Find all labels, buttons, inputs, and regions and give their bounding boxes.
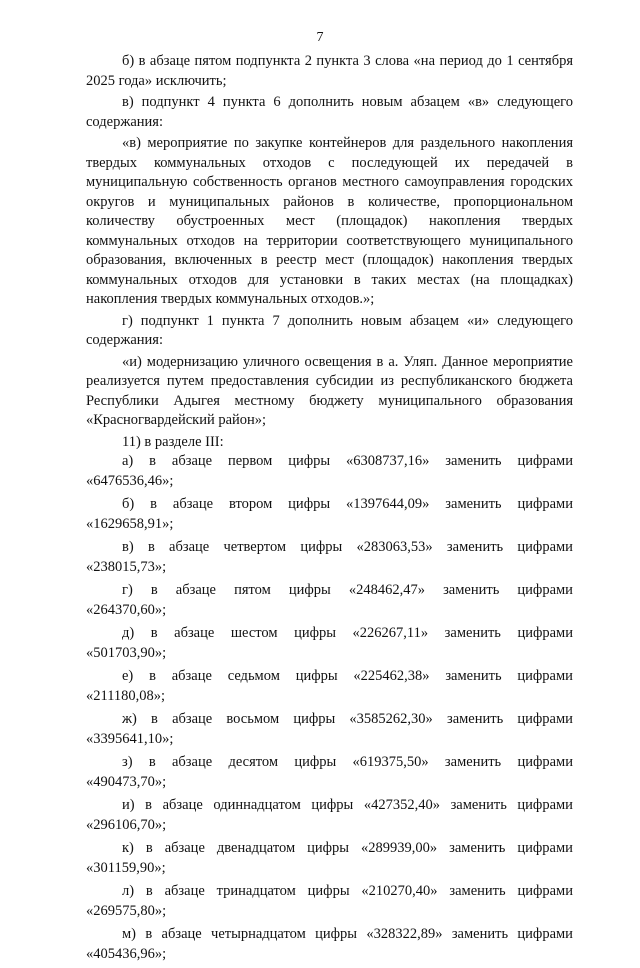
amendment-new-value: «490473,70»;	[86, 773, 167, 790]
amendment-word: цифры	[288, 496, 331, 512]
amendment-word: з)	[122, 754, 133, 770]
amendment-word: цифры	[295, 668, 338, 684]
amendment-word: абзаце	[164, 883, 205, 899]
amendment-word: заменить	[445, 496, 502, 512]
amendment-word: заменить	[450, 797, 507, 813]
amendment-word: «6308737,16»	[346, 453, 430, 469]
amendment-line	[86, 925, 573, 945]
amendment-item	[86, 624, 573, 663]
amendment-word: цифры	[293, 711, 336, 727]
amendment-word: цифрами	[517, 926, 573, 942]
amendment-line	[86, 753, 573, 773]
amendment-word: седьмом	[227, 668, 280, 684]
amendment-word: цифры	[288, 582, 331, 598]
amendment-word: шестом	[230, 625, 278, 641]
amendment-word: «3585262,30»	[349, 711, 433, 727]
section-heading: 11) в разделе III:	[122, 433, 224, 450]
amendment-word: цифры	[294, 625, 337, 641]
amendment-word: заменить	[445, 668, 502, 684]
amendment-word: «248462,47»	[348, 582, 425, 598]
amendment-line	[86, 667, 573, 687]
amendment-new-value: «501703,90»;	[86, 644, 167, 661]
amendment-word: «427352,40»	[363, 797, 440, 813]
amendment-word: цифрами	[517, 668, 573, 684]
amendment-word: заменить	[449, 883, 506, 899]
amendment-word: в)	[122, 539, 134, 555]
amendment-item	[86, 796, 573, 835]
amendment-word: цифрами	[517, 453, 573, 469]
amendment-item	[86, 710, 573, 749]
amendment-word: абзаце	[172, 711, 213, 727]
amendment-item	[86, 538, 573, 577]
paragraph: в) подпункт 4 пункта 6 дополнить новым абзацем «в» следующего содержания:	[86, 94, 573, 130]
amendment-word: первом	[227, 453, 273, 469]
amendment-word: цифры	[307, 840, 350, 856]
amendment-new-value: «405436,96»;	[86, 945, 167, 962]
amendment-new-value: «3395641,10»;	[86, 730, 174, 747]
amendment-word: в	[145, 926, 153, 942]
amendment-word: д)	[122, 625, 135, 641]
amendment-word: заменить	[444, 625, 501, 641]
amendment-word: м)	[122, 926, 137, 942]
amendment-word: цифрами	[517, 754, 573, 770]
amendment-list	[86, 452, 573, 964]
amendment-word: а)	[122, 453, 134, 469]
amendment-word: абзаце	[162, 797, 203, 813]
amendment-word: двенадцатом	[216, 840, 296, 856]
amendment-word: «226267,11»	[352, 625, 429, 641]
amendment-word: «225462,38»	[353, 668, 430, 684]
amendment-word: цифрами	[517, 840, 573, 856]
amendment-word: заменить	[446, 711, 504, 727]
amendment-word: одиннадцатом	[213, 797, 301, 813]
amendment-word: цифры	[288, 453, 331, 469]
amendment-line	[86, 710, 573, 730]
amendment-word: в	[151, 711, 158, 727]
amendment-word: «210270,40»	[361, 883, 438, 899]
amendment-word: абзаце	[175, 582, 216, 598]
amendment-line	[86, 538, 573, 558]
amendment-word: цифрами	[517, 711, 573, 727]
amendment-item	[86, 495, 573, 534]
amendment-word: втором	[228, 496, 273, 512]
amendment-word: цифрами	[517, 797, 573, 813]
amendment-item	[86, 882, 573, 921]
amendment-line	[86, 839, 573, 859]
amendment-new-value: «6476536,46»;	[86, 472, 174, 489]
amendment-word: цифры	[300, 539, 343, 555]
amendment-word: к)	[122, 840, 134, 856]
amendment-word: пятом	[234, 582, 271, 598]
amendment-word: «283063,53»	[356, 539, 433, 555]
page-number: 7	[316, 30, 324, 45]
amendment-word: тринадцатом	[216, 883, 296, 899]
paragraph: г) подпункт 1 пункта 7 дополнить новым абзацем «и» следующего содержания:	[86, 312, 573, 348]
amendment-word: в	[145, 883, 153, 899]
amendment-item	[86, 839, 573, 878]
amendment-word: восьмом	[226, 711, 280, 727]
amendment-new-value: «301159,90»;	[86, 859, 166, 876]
amendment-new-value: «296106,70»;	[86, 816, 167, 833]
amendment-word: заменить	[443, 582, 500, 598]
amendment-word: «328322,89»	[366, 926, 443, 942]
amendment-word: абзаце	[169, 539, 210, 555]
amendment-item	[86, 925, 573, 964]
amendment-word: абзаце	[172, 496, 214, 512]
amendment-word: е)	[122, 668, 134, 684]
amendment-word: четвертом	[223, 539, 287, 555]
amendment-word: цифры	[307, 883, 350, 899]
amendment-word: четырнадцатом	[211, 926, 306, 942]
amendment-item	[86, 581, 573, 620]
amendment-word: заменить	[444, 754, 502, 770]
amendment-line	[86, 581, 573, 601]
amendment-word: цифрами	[517, 625, 573, 641]
paragraph-quoted: «в) мероприятие по закупке контейнеров для раздельного накопления твердых коммунальных отходов с последующей их передачей в муниципальную собственность органов местного самоуправления городских округов и муниципальных районов в количестве, пропорциональном количеству обустроенных мест (площадок) накопления твердых коммунальных отходов на территории соответствующего муниципального образования, включенных в реестр мест (площадок) накопления твердых коммунальных отходов для установки в таких местах (на площадках) накопления твердых коммунальных отходов.»;	[86, 135, 573, 307]
amendment-new-value: «264370,60»;	[86, 601, 167, 618]
amendment-word: абзаце	[161, 926, 202, 942]
amendment-word: в	[150, 496, 157, 512]
amendment-word: цифры	[294, 754, 337, 770]
paragraph-quoted: «и) модернизацию уличного освещения в а. Уляп. Данное мероприятие реализуется путем предоставления субсидии из республиканского бюджета Республики Адыгея местному бюджету муниципального образования «Красногвардейский район»;	[86, 353, 573, 428]
amendment-word: цифрами	[517, 539, 573, 555]
amendment-new-value: «1629658,91»;	[86, 515, 174, 532]
amendment-word: и)	[122, 797, 135, 813]
amendment-word: цифрами	[517, 582, 573, 598]
amendment-word: цифрами	[517, 883, 573, 899]
amendment-word: десятом	[228, 754, 279, 770]
amendment-new-value: «211180,08»;	[86, 687, 166, 704]
amendment-item	[86, 753, 573, 792]
amendment-word: абзаце	[171, 453, 213, 469]
document-body	[86, 52, 573, 968]
amendment-word: заменить	[446, 539, 504, 555]
amendment-word: в	[145, 797, 153, 813]
amendment-word: б)	[122, 496, 135, 512]
amendment-word: в	[148, 754, 156, 770]
amendment-item	[86, 452, 573, 491]
amendment-word: абзаце	[171, 754, 213, 770]
amendment-word: г)	[122, 582, 133, 598]
amendment-word: в	[147, 539, 155, 555]
amendment-word: цифры	[311, 797, 354, 813]
amendment-item	[86, 667, 573, 706]
amendment-line	[86, 452, 573, 472]
amendment-word: в	[150, 625, 158, 641]
amendment-word: цифрами	[517, 496, 573, 512]
amendment-word: в	[149, 453, 157, 469]
amendment-word: абзаце	[164, 840, 205, 856]
amendment-line	[86, 624, 573, 644]
amendment-word: заменить	[449, 840, 506, 856]
amendment-line	[86, 796, 573, 816]
amendment-new-value: «238015,73»;	[86, 558, 167, 575]
amendment-word: цифры	[315, 926, 358, 942]
amendment-word: л)	[122, 883, 135, 899]
amendment-line	[86, 882, 573, 902]
amendment-word: заменить	[451, 926, 509, 942]
amendment-word: заменить	[445, 453, 502, 469]
amendment-word: абзаце	[171, 668, 212, 684]
amendment-word: в	[149, 668, 156, 684]
amendment-word: в	[150, 582, 158, 598]
amendment-word: абзаце	[174, 625, 215, 641]
amendment-word: «1397644,09»	[346, 496, 430, 512]
amendment-word: «289939,00»	[361, 840, 438, 856]
paragraph: б) в абзаце пятом подпункта 2 пункта 3 слова «на период до 1 сентября 2025 года» исключить;	[86, 53, 573, 89]
amendment-word: ж)	[122, 711, 137, 727]
amendment-word: в	[145, 840, 153, 856]
amendment-line	[86, 495, 573, 515]
amendment-new-value: «269575,80»;	[86, 902, 167, 919]
amendment-word: «619375,50»	[352, 754, 429, 770]
